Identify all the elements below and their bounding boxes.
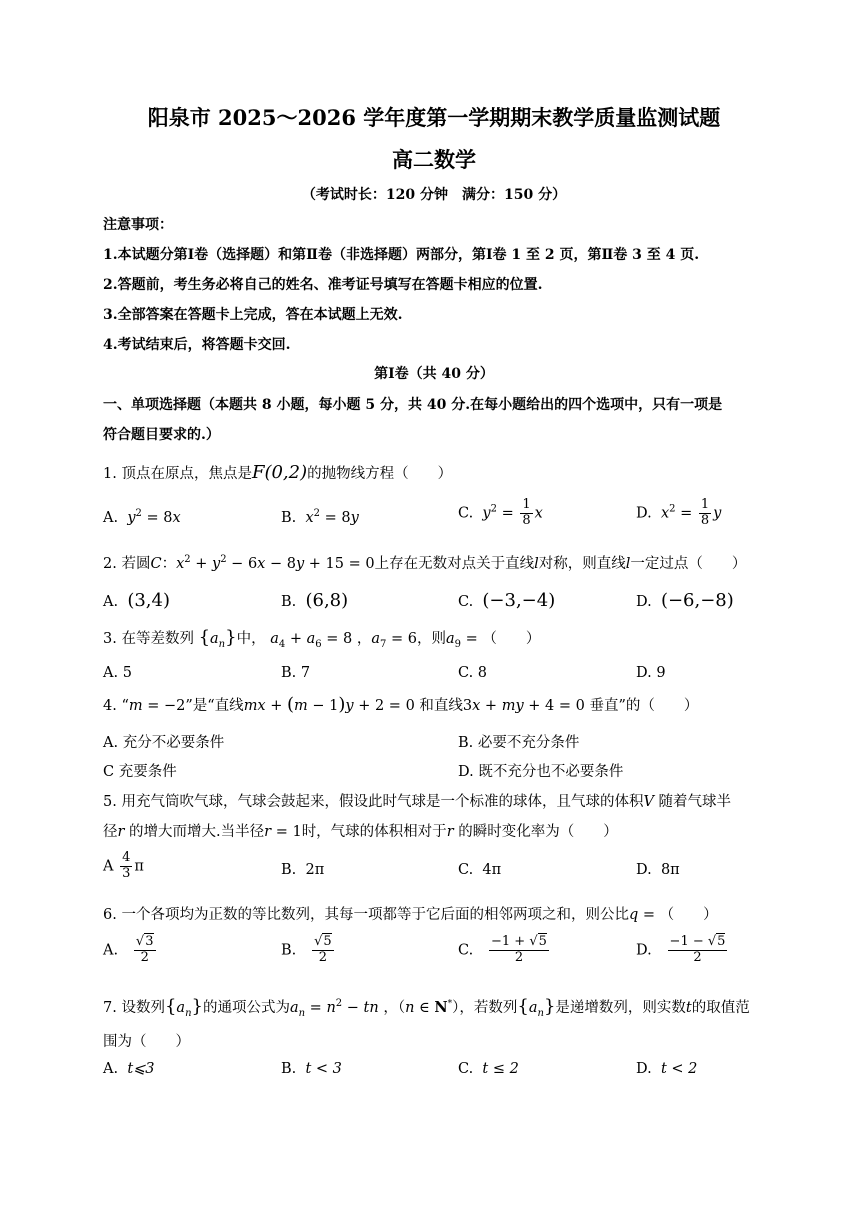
question-1 bbox=[103, 462, 452, 483]
q1-option-b: B. $x^2 = 8y$ bbox=[281, 508, 359, 526]
q7-option-d: D. t < 2 bbox=[636, 1061, 698, 1077]
question-6: 6. 一个各项均为正数的等比数列，其每一项都等于它后面的相邻两项之和，则公比q = （ ） bbox=[103, 907, 718, 923]
notice-item-2: 2.答题前，考生务必将自己的姓名、准考证号填写在答题卡相应的位置. bbox=[103, 277, 543, 293]
q4-option-b: B. 必要不充分条件 bbox=[458, 735, 580, 751]
section-instructions-line1: 一、单项选择题（本题共 8 小题，每小题 5 分，共 40 分.在每小题给出的四个选项中，只有一项是 bbox=[103, 397, 723, 413]
question-5-line-2: 径r 的增大而增大.当半径r = 1时，气球的体积相对于r 的瞬时变化率为（ ） bbox=[103, 824, 618, 840]
q5-option-b: B. 2π bbox=[281, 862, 325, 878]
exam-title: 阳泉市 2025～2026 学年度第一学期期末教学质量监测试题 bbox=[147, 105, 721, 130]
question-4: 4. “m = −2”是“直线mx + (m − 1)y + 2 = 0 和直线3x + my + 4 = 0 垂直”的（ ） bbox=[103, 694, 699, 715]
q4-option-c: C 充要条件 bbox=[103, 764, 177, 780]
q2-option-a: A. (3,4) bbox=[103, 590, 170, 611]
q3-option-d: D. 9 bbox=[636, 665, 666, 681]
q6-option-b: B. $\frac{√5}{2}$ bbox=[281, 934, 332, 965]
q7-option-a: A. t⩽3 bbox=[103, 1061, 155, 1077]
q6-option-a: A. $\frac{√3}{2}$ bbox=[103, 934, 154, 965]
question-7-line-2: 围为（ ） bbox=[103, 1034, 190, 1050]
notice-item-3: 3.全部答案在答题卡上完成，答在本试题上无效. bbox=[103, 307, 403, 323]
q6-option-c: C. $\frac{-1 + √5}{2}$ bbox=[458, 934, 547, 965]
question-2: 2. 若圆C：$x^2 + y^2 - 6x - 8y + 15 = 0$上存在无数对点关于直线l对称，则直线l一定过点（ ） bbox=[103, 554, 747, 572]
part1-heading: 第Ⅰ卷（共 40 分） bbox=[374, 366, 494, 382]
q3-option-c: C. 8 bbox=[458, 665, 488, 681]
exam-subject: 高二数学 bbox=[392, 147, 476, 172]
q1-text-pre: 1. 顶点在原点，焦点是 bbox=[103, 466, 252, 482]
q5-option-d: D. 8π bbox=[636, 862, 680, 878]
notice-item-1: 1.本试题分第Ⅰ卷（选择题）和第Ⅱ卷（非选择题）两部分，第Ⅰ卷 1 至 2 页，第Ⅱ卷 3 至 4 页. bbox=[103, 247, 700, 263]
exam-duration: （考试时长：120 分钟 满分：150 分） bbox=[301, 187, 567, 203]
q2-option-d: D. (−6,−8) bbox=[636, 590, 734, 611]
q1-option-d: D. $x^2$ = $\frac{1}{8}$ y bbox=[636, 497, 722, 528]
section-instructions-line2: 符合题目要求的.） bbox=[103, 427, 220, 443]
q2-option-b: B. (6,8) bbox=[281, 590, 349, 611]
q3-option-a: A. 5 bbox=[103, 665, 132, 681]
q5-option-c: C. 4π bbox=[458, 862, 502, 878]
q2-option-c: C. (−3,−4) bbox=[458, 590, 556, 611]
notice-item-4: 4.考试结束后，将答题卡交回. bbox=[103, 337, 291, 353]
q7-option-c: C. t ≤ 2 bbox=[458, 1061, 519, 1077]
q1-text-post: 的抛物线方程（ ） bbox=[307, 466, 453, 482]
q4-option-d: D. 既不充分也不必要条件 bbox=[458, 764, 624, 780]
q3-option-b: B. 7 bbox=[281, 665, 311, 681]
q1-option-c: C. $y^2$ = $\frac{1}{8}$ x bbox=[458, 497, 543, 528]
q5-option-a: A $\frac{4}{3}$ π bbox=[103, 850, 144, 881]
question-3: 3. 在等差数列 $\{a_n\}$中， $a_4 + a_6 = 8$ ，$a_7 = 6$，则$a_9$ = （ ） bbox=[103, 627, 541, 650]
q1-focus: F(0,2) bbox=[251, 462, 308, 483]
q1-option-a: A. $y^2 = 8x$ bbox=[103, 508, 181, 526]
question-7-line-1: 7. 设数列$\{a_n\}$的通项公式为$a_n = n^2$ − tn ，（n ∈ N*），若数列$\{a_n\}$是递增数列，则实数t的取值范 bbox=[103, 996, 750, 1019]
q4-option-a: A. 充分不必要条件 bbox=[103, 735, 225, 751]
question-5-line-1: 5. 用充气筒吹气球，气球会鼓起来，假设此时气球是一个标准的球体，且气球的体积V 随着气球半 bbox=[103, 794, 732, 810]
q7-option-b: B. t < 3 bbox=[281, 1061, 342, 1077]
q6-option-d: D. $\frac{-1 - √5}{2}$ bbox=[636, 934, 726, 965]
notice-heading: 注意事项： bbox=[103, 217, 173, 233]
